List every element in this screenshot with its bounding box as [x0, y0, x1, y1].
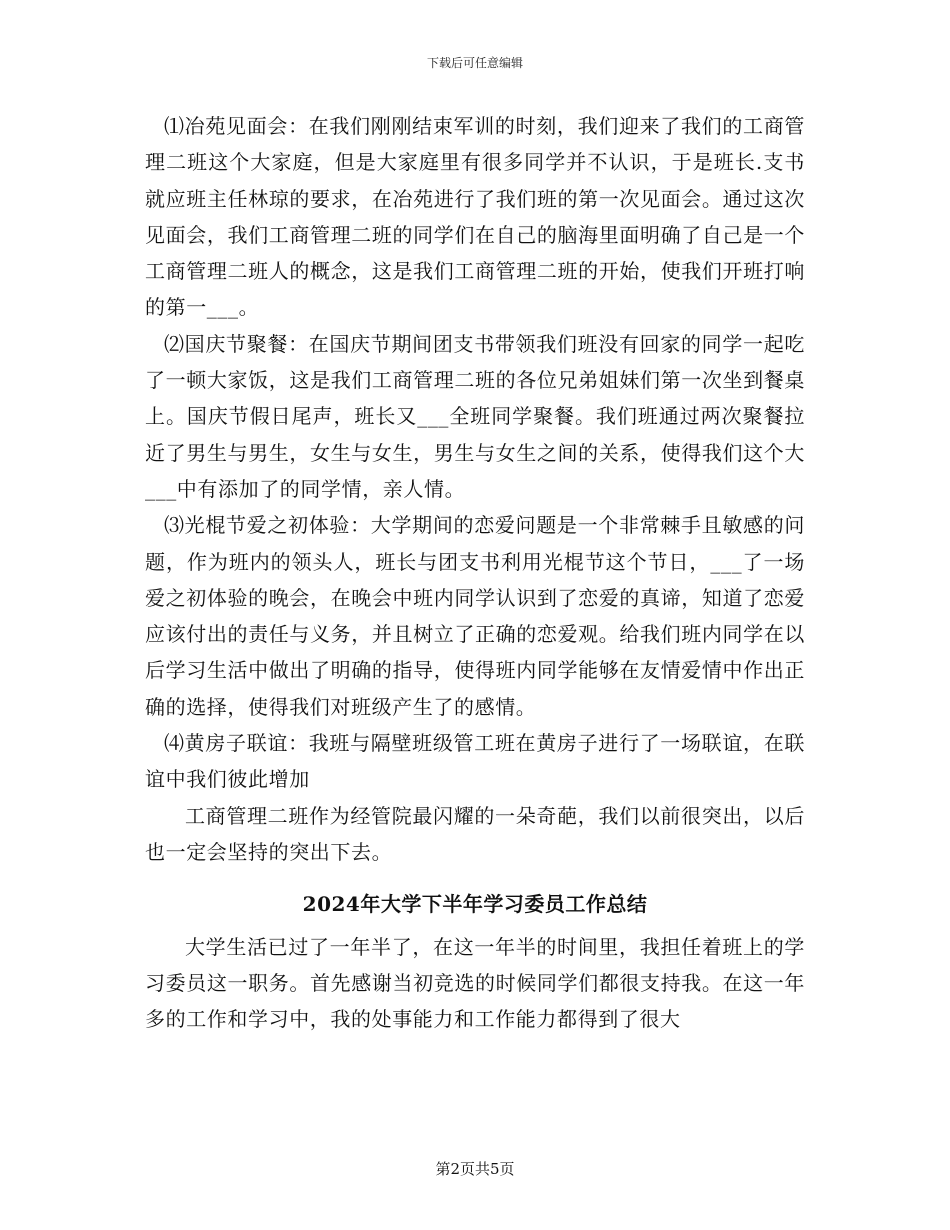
paragraph-conclusion: 工商管理二班作为经管院最闪耀的一朵奇葩，我们以前很突出，以后也一定会坚持的突出下去。	[145, 803, 805, 864]
page-header-note: 下载后可任意编辑	[426, 56, 523, 70]
page-number: 第2页共5页	[435, 1160, 515, 1178]
paragraph-study-committee: 大学生活已过了一年半了，在这一年半的时间里，我担任着班上的学习委员这一职务。首先感谢当初竞选的时候同学们都很支持我。在这一年多的工作和学习中，我的处事能力和工作能力都得到了很大	[145, 934, 805, 1032]
paragraph-singles-day: ⑶光棍节爱之初体验：大学期间的恋爱问题是一个非常棘手且敏感的问题，作为班内的领头人，班长与团支书利用光棍节这个节日，___了一场爱之初体验的晚会，在晚会中班内同学认识到了恋爱的真谛，知道了恋爱应该付出的责任与义务，并且树立了正确的恋爱观。给我们班内同学在以后学习生活中做出了明确的指导，使得班内同学能够在友情爱情中作出正确的选择，使得我们对班级产生了的感情。	[145, 513, 805, 719]
paragraph-national-day: ⑵国庆节聚餐：在国庆节期间团支书带领我们班没有回家的同学一起吃了一顿大家饭，这是我们工商管理二班的各位兄弟姐妹们第一次坐到餐桌上。国庆节假日尾声，班长又___全班同学聚餐。我们班通过两次聚餐拉近了男生与男生，女生与女生，男生与女生之间的关系，使得我们这个大___中有添加了的同学情，亲人情。	[145, 331, 805, 501]
section-title: 2024年大学下半年学习委员工作总结	[302, 892, 648, 917]
document-body	[145, 108, 805, 1037]
paragraph-meeting: ⑴冶苑见面会：在我们刚刚结束军训的时刻，我们迎来了我们的工商管理二班这个大家庭，但是大家庭里有很多同学并不认识，于是班长.支书就应班主任林琼的要求，在冶苑进行了我们班的第一次见面会。通过这次见面会，我们工商管理二班的同学们在自己的脑海里面明确了自己是一个工商管理二班人的概念，这是我们工商管理二班的开始，使我们开班打响的第一___。	[145, 114, 805, 320]
paragraph-yellow-house: ⑷黄房子联谊：我班与隔壁班级管工班在黄房子进行了一场联谊，在联谊中我们彼此增加	[145, 731, 805, 792]
